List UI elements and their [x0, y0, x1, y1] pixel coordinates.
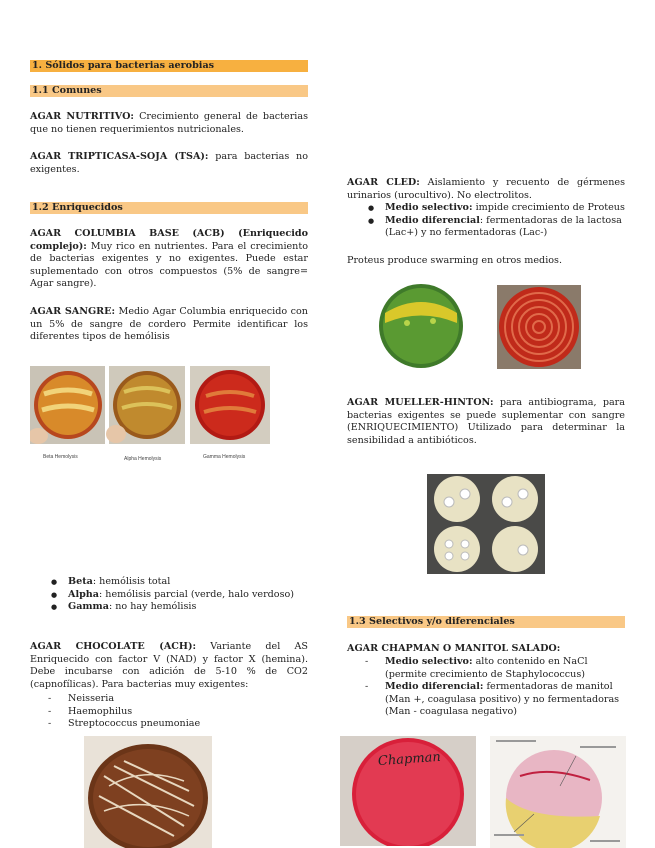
chapman-plate-label: Chapman	[377, 749, 442, 770]
section-1-3-header: 1.3 Selectivos y/o diferenciales	[347, 616, 625, 628]
agar-columbia-paragraph: AGAR COLUMBIA BASE (ACB) (Enriquecido complejo): Muy rico en nutrientes. Para el crecimiento de bacterias exigentes y no exigentes. Puede estar suplementado con otros compuestos (5% de sangre= Agar sangre).	[30, 228, 308, 290]
proteus-swarming-image	[497, 285, 581, 369]
list-item: ● Beta: hemólisis total	[30, 576, 308, 589]
cled-list	[347, 202, 625, 240]
beta-hemolysis-caption: Beta Hemolysis	[43, 454, 78, 460]
agar-nutritivo-paragraph: AGAR NUTRITIVO: Crecimiento general de bacterias que no tienen requerimientos nutricionales.	[30, 111, 308, 135]
section-1-2-header: 1.2 Enriquecidos	[30, 202, 308, 214]
antibiogram-plates-image	[427, 474, 545, 574]
agar-chapman-title: AGAR CHAPMAN O MANITOL SALADO:	[347, 643, 561, 654]
cled-plate-image	[377, 283, 465, 369]
list-item: ● Alpha: hemólisis parcial (verde, halo verdoso)	[30, 589, 308, 602]
chapman-list	[347, 656, 625, 719]
alpha-hemolysis-caption: Alpha Hemolysis	[124, 456, 162, 462]
list-item: ● Gamma: no hay hemólisis	[30, 601, 308, 614]
agar-cled-paragraph: AGAR CLED: Aislamiento y recuento de gérmenes urinarios (urocultivo). No electrolitos.	[347, 177, 625, 201]
list-item: - Streptococcus pneumoniae	[30, 718, 308, 731]
proteus-plate-photo	[497, 285, 581, 369]
gamma-hemolysis-caption: Gamma Hemolysis	[203, 454, 246, 460]
chocolate-bacteria-list	[30, 693, 308, 731]
list-item: ● Medio selectivo: impide crecimiento de Proteus	[347, 202, 625, 215]
agar-tsa-paragraph: AGAR TRIPTICASA-SOJA (TSA): para bacterias no exigentes.	[30, 151, 308, 175]
chapman-annotated-image	[490, 736, 626, 848]
hemolysis-list	[30, 576, 308, 614]
proteus-note: Proteus produce swarming en otros medios.	[347, 255, 563, 266]
hemolysis-photo-strip	[30, 366, 270, 446]
section-1-header: 1. Sólidos para bacterias aerobias	[30, 60, 308, 72]
agar-mueller-paragraph: AGAR MUELLER-HINTON: para antibiograma, para bacterias exigentes se puede suplementar con sangre (ENRIQUECIMIENTO) Utilizado para determinar la sensibilidad a antibióticos.	[347, 397, 625, 446]
section-1-1-header: 1.1 Comunes	[30, 85, 308, 97]
agar-chocolate-paragraph: AGAR CHOCOLATE (ACH): Variante del AS Enriquecido con factor V (NAD) y factor X (hemina). Debe incubarse con adición de 5-10 % de CO2 (capnofílicas). Para bacterias muy exigentes:	[30, 641, 308, 690]
list-item: ● Medio diferencial: fermentadoras de la lactosa (Lac+) y no fermentadoras (Lac-)	[347, 215, 625, 240]
list-item: - Neisseria	[30, 693, 308, 706]
list-item: - Haemophilus	[30, 706, 308, 719]
mueller-hinton-photo	[427, 474, 545, 574]
chocolate-plate-image	[84, 736, 212, 848]
chapman-diagram-photo	[490, 736, 626, 848]
list-item: - Medio selectivo: alto contenido en NaCl (permite crecimiento de Staphylococcus)	[347, 656, 625, 681]
list-item: - Medio diferencial: fermentadoras de manitol (Man +, coagulasa positivo) y no fermentadoras (Man - coagulasa negativo)	[347, 681, 625, 719]
hemolysis-plates-image	[30, 366, 270, 446]
chocolate-agar-photo	[84, 736, 212, 848]
agar-sangre-paragraph: AGAR SANGRE: Medio Agar Columbia enriquecido con un 5% de sangre de cordero Permite identificar los diferentes tipos de hemólisis	[30, 306, 308, 343]
cled-plate-photo	[377, 283, 465, 369]
